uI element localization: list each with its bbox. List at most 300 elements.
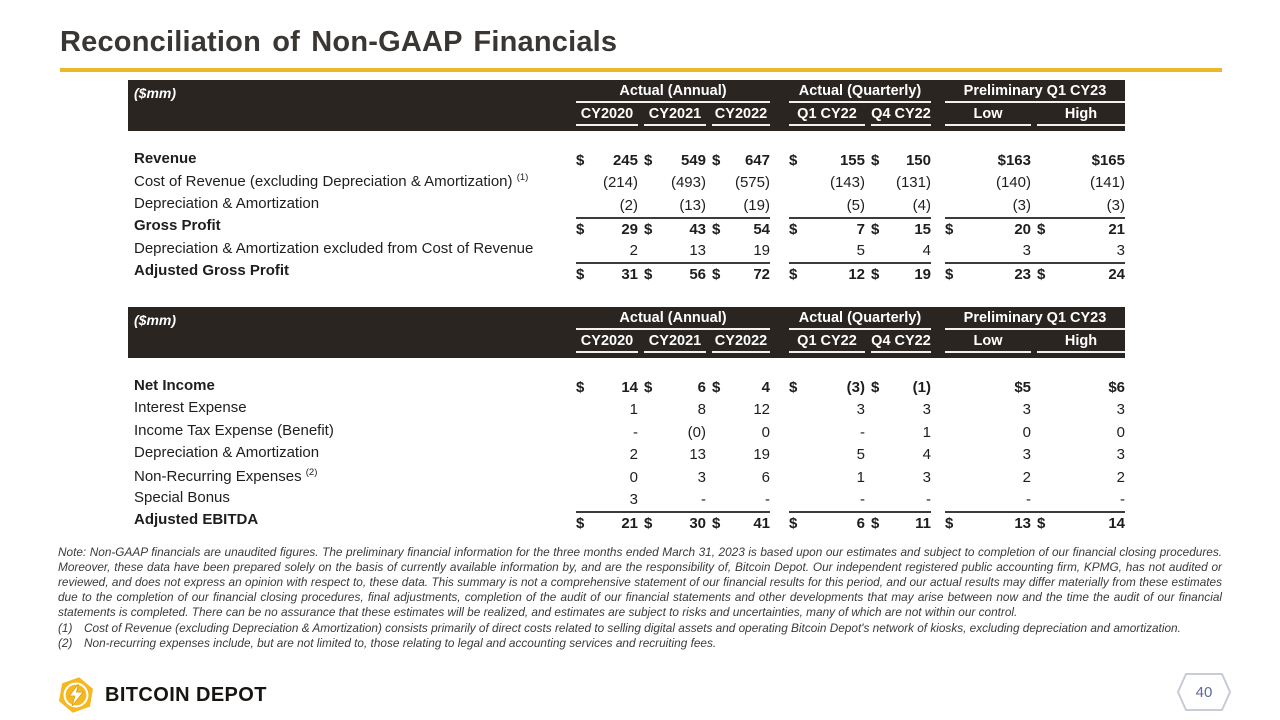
- value-cell: [789, 264, 865, 283]
- column-header: Q1 CY22: [789, 333, 865, 353]
- cell-value: 2: [1116, 468, 1125, 486]
- value-cell: [712, 467, 770, 486]
- cell-value: $5: [1014, 379, 1031, 396]
- cell-value: 3: [922, 401, 931, 419]
- cell-value: -: [1026, 490, 1031, 508]
- value-group: [945, 489, 1125, 511]
- value-cell: [789, 467, 865, 486]
- value-group: [789, 172, 931, 194]
- dollar-sign: $: [945, 221, 954, 239]
- cell-value: 2: [629, 446, 638, 464]
- dollar-sign: $: [644, 221, 653, 239]
- value-cell: [871, 444, 931, 463]
- column-group-label: Preliminary Q1 CY23: [945, 83, 1125, 103]
- cell-value: 11: [915, 515, 931, 533]
- value-cell: [644, 422, 706, 441]
- table-row: [128, 467, 1125, 489]
- column-group-label: Actual (Annual): [576, 310, 770, 330]
- dollar-sign: $: [789, 379, 798, 396]
- cell-value: 20: [1014, 221, 1031, 239]
- table-header: [128, 307, 1125, 358]
- cell-value: (4): [912, 196, 931, 214]
- cell-value: 23: [1014, 265, 1031, 283]
- column-header: CY2022: [712, 106, 770, 126]
- unit-label: ($mm): [134, 312, 177, 328]
- value-group: [789, 217, 931, 239]
- table-row: [128, 240, 1125, 262]
- row-label: Net Income: [134, 377, 215, 394]
- value-cell: [871, 489, 931, 508]
- cell-value: 21: [621, 515, 638, 533]
- value-group: [945, 172, 1125, 194]
- value-group: [576, 195, 770, 217]
- cell-value: -: [860, 423, 865, 441]
- dollar-sign: $: [576, 221, 585, 239]
- row-label: Depreciation & Amortization: [134, 194, 320, 212]
- value-cell: [871, 377, 931, 396]
- cell-value: (1): [912, 379, 931, 396]
- table-header-column-row: [128, 103, 1125, 126]
- value-cell: [871, 195, 931, 214]
- value-cell: [1037, 489, 1125, 508]
- value-group: [789, 444, 931, 466]
- page-number: 40: [1195, 683, 1213, 701]
- cell-value: 24: [1108, 265, 1125, 283]
- dollar-sign: $: [789, 152, 798, 169]
- value-cell: [576, 467, 638, 486]
- column-header: Q1 CY22: [789, 106, 865, 126]
- value-group: [576, 489, 770, 511]
- table-row: [128, 511, 1125, 533]
- gross-profit-reconciliation-table: [128, 80, 1125, 284]
- row-label: Income Tax Expense (Benefit): [134, 421, 334, 439]
- cell-value: 150: [905, 152, 931, 169]
- cell-value: 19: [914, 265, 931, 283]
- value-cell: [871, 240, 931, 259]
- value-cell: [789, 219, 865, 238]
- column-header: Q4 CY22: [871, 106, 931, 126]
- value-cell: [712, 399, 770, 418]
- cell-value: 155: [839, 152, 865, 169]
- value-group: [576, 377, 770, 399]
- value-cell: [712, 513, 770, 532]
- disclaimer-note: Note: Non-GAAP financials are unaudited figures. The preliminary financial information for the three months ended March 31, 2023 is based upon our estimates and subject to completion of our financial closing procedures. Moreover, these data have been prepared solely on the basis of currently available information by, and are the responsibility of, Bitcoin Depot. Our independent registered public accounting firm, KPMG, has not audited or reviewed, and does not express an opinion with respect to, these data. This summary is not a comprehensive statement of our financial results for this period, and our actual results may differ materially from these estimates due to the completion of our financial closing procedures, final adjustments, completion of the audit of our financial statements and other developments that may arise between now and the time the audit of our financial statements is completed. There can be no assurance that these estimates will be realized, and estimates are subject to risks and uncertainties, many of which are not within our control.: [58, 545, 1222, 619]
- cell-value: 3: [697, 468, 706, 486]
- column-header: CY2022: [712, 333, 770, 353]
- cell-value: (575): [734, 174, 770, 192]
- dollar-sign: $: [644, 379, 653, 396]
- column-header-group: [576, 330, 770, 353]
- value-cell: [644, 264, 706, 283]
- value-cell: [945, 489, 1031, 508]
- table-row: [128, 399, 1125, 421]
- dollar-sign: $: [871, 265, 880, 283]
- cell-value: 1: [856, 468, 865, 486]
- value-cell: [644, 172, 706, 191]
- value-cell: [644, 399, 706, 418]
- cell-value: (143): [829, 174, 865, 192]
- column-header: High: [1037, 333, 1125, 353]
- value-group: [576, 262, 770, 284]
- dollar-sign: $: [945, 515, 954, 533]
- value-cell: [789, 240, 865, 259]
- row-label: Interest Expense: [134, 399, 247, 417]
- cell-value: 245: [612, 152, 638, 169]
- cell-value: 4: [922, 241, 931, 259]
- value-cell: [644, 377, 706, 396]
- row-label: Adjusted Gross Profit: [134, 261, 290, 279]
- cell-value: 3: [1022, 446, 1031, 464]
- cell-value: 3: [856, 401, 865, 419]
- cell-value: $165: [1091, 152, 1125, 169]
- value-cell: [712, 422, 770, 441]
- column-group-header: [789, 83, 931, 103]
- value-group: [576, 240, 770, 262]
- cell-value: 3: [629, 490, 638, 508]
- value-cell: [644, 150, 706, 169]
- value-cell: [712, 489, 770, 508]
- value-cell: [789, 399, 865, 418]
- value-cell: [871, 172, 931, 191]
- value-cell: [712, 219, 770, 238]
- value-cell: [576, 172, 638, 191]
- cell-value: (5): [846, 196, 865, 214]
- value-cell: [1037, 444, 1125, 463]
- row-label: Revenue: [134, 150, 197, 167]
- value-cell: [576, 264, 638, 283]
- dollar-sign: $: [644, 515, 653, 533]
- dollar-sign: $: [712, 221, 721, 239]
- table-row: [128, 217, 1125, 239]
- value-cell: [1037, 467, 1125, 486]
- cell-value: 3: [1022, 401, 1031, 419]
- row-label: Cost of Revenue (excluding Depreciation & Amortization) $^{(1)}$: [134, 172, 529, 191]
- table-row: [128, 150, 1125, 172]
- value-group: [789, 377, 931, 399]
- value-group: [945, 511, 1125, 533]
- page-number-badge: [1176, 672, 1232, 712]
- dollar-sign: $: [576, 515, 585, 533]
- value-cell: [871, 219, 931, 238]
- cell-value: $163: [997, 152, 1031, 169]
- dollar-sign: $: [945, 265, 954, 283]
- value-group: [789, 511, 931, 533]
- value-group: [576, 467, 770, 489]
- value-cell: [644, 240, 706, 259]
- row-label: Adjusted EBITDA: [134, 511, 259, 529]
- footnote-2: [58, 636, 1222, 651]
- cell-value: -: [633, 423, 638, 441]
- table-row: [128, 422, 1125, 444]
- value-cell: [789, 150, 865, 169]
- value-cell: [945, 513, 1031, 532]
- value-group: [576, 399, 770, 421]
- value-group: [576, 217, 770, 239]
- value-cell: [1037, 195, 1125, 214]
- value-cell: [945, 150, 1031, 169]
- table-header-group-row: [128, 310, 1125, 330]
- value-cell: [789, 422, 865, 441]
- value-cell: [789, 195, 865, 214]
- value-cell: [1037, 377, 1125, 396]
- column-header: Low: [945, 106, 1031, 126]
- brand-logo: [57, 676, 267, 714]
- value-group: [789, 262, 931, 284]
- value-cell: [1037, 240, 1125, 259]
- cell-value: 647: [744, 152, 770, 169]
- value-cell: [712, 240, 770, 259]
- value-cell: [712, 172, 770, 191]
- dollar-sign: $: [712, 265, 721, 283]
- dollar-sign: $: [871, 515, 880, 533]
- cell-value: 0: [1022, 423, 1031, 441]
- cell-value: 12: [848, 265, 865, 283]
- value-cell: [644, 444, 706, 463]
- cell-value: 2: [1022, 468, 1031, 486]
- table-body: [128, 377, 1125, 534]
- cell-value: 3: [922, 468, 931, 486]
- cell-value: 549: [680, 152, 706, 169]
- value-group: [789, 150, 931, 172]
- column-group-header: [945, 310, 1125, 330]
- cell-value: (0): [687, 423, 706, 441]
- value-cell: [1037, 399, 1125, 418]
- footnote-ref: (1): [516, 172, 529, 184]
- value-group: [945, 240, 1125, 262]
- column-header: CY2020: [576, 106, 638, 126]
- cell-value: 13: [1014, 515, 1031, 533]
- value-cell: [871, 467, 931, 486]
- cell-value: 7: [856, 221, 865, 239]
- unit-label: ($mm): [134, 85, 177, 101]
- table-row: [128, 172, 1125, 194]
- column-header: Q4 CY22: [871, 333, 931, 353]
- column-header-group: [945, 103, 1125, 126]
- cell-value: 12: [753, 401, 770, 419]
- value-cell: [712, 444, 770, 463]
- value-cell: [576, 219, 638, 238]
- cell-value: 13: [689, 241, 706, 259]
- value-cell: [576, 399, 638, 418]
- dollar-sign: $: [712, 515, 721, 533]
- value-group: [945, 422, 1125, 444]
- footnote-1: [58, 621, 1222, 636]
- column-group-label: Actual (Quarterly): [789, 310, 931, 330]
- page-title: Reconciliation of Non-GAAP Financials: [60, 26, 618, 58]
- dollar-sign: $: [789, 265, 798, 283]
- cell-value: 0: [629, 468, 638, 486]
- cell-value: 3: [1116, 241, 1125, 259]
- cell-value: 4: [922, 446, 931, 464]
- column-group-header: [945, 83, 1125, 103]
- value-group: [789, 399, 931, 421]
- cell-value: (3): [846, 379, 865, 396]
- column-group-label: Actual (Quarterly): [789, 83, 931, 103]
- table-body: [128, 150, 1125, 284]
- brand-name: BITCOIN DEPOT: [105, 683, 267, 706]
- dollar-sign: $: [712, 379, 721, 396]
- value-cell: [871, 513, 931, 532]
- dollar-sign: $: [871, 379, 880, 396]
- cell-value: (493): [670, 174, 706, 192]
- value-group: [945, 444, 1125, 466]
- value-cell: [1037, 219, 1125, 238]
- row-label: Non-Recurring Expenses $^{(2)}$: [134, 466, 318, 485]
- cell-value: 6: [856, 515, 865, 533]
- cell-value: 41: [753, 515, 770, 533]
- value-group: [789, 489, 931, 511]
- value-cell: [789, 444, 865, 463]
- value-cell: [576, 150, 638, 169]
- value-cell: [945, 467, 1031, 486]
- title-accent-rule: [60, 68, 1222, 72]
- cell-value: -: [701, 490, 706, 508]
- cell-value: -: [1120, 490, 1125, 508]
- table-row: [128, 262, 1125, 284]
- cell-value: 29: [621, 221, 638, 239]
- value-cell: [945, 444, 1031, 463]
- row-label: Depreciation & Amortization: [134, 444, 320, 462]
- cell-value: (141): [1089, 174, 1125, 192]
- column-group-header: [576, 310, 770, 330]
- dollar-sign: $: [644, 152, 653, 169]
- adjusted-ebitda-reconciliation-table: [128, 307, 1125, 534]
- cell-value: 14: [1108, 515, 1125, 533]
- cell-value: (2): [619, 196, 638, 214]
- cell-value: 13: [689, 446, 706, 464]
- dollar-sign: $: [712, 152, 721, 169]
- value-cell: [576, 513, 638, 532]
- cell-value: (140): [995, 174, 1031, 192]
- value-cell: [1037, 513, 1125, 532]
- value-group: [945, 467, 1125, 489]
- footnote-2-text: Non-recurring expenses include, but are not limited to, those relating to legal and accounting services and recruiting fees.: [84, 636, 717, 651]
- value-cell: [712, 150, 770, 169]
- column-header-group: [789, 103, 931, 126]
- table-header-group-row: [128, 83, 1125, 103]
- value-cell: [576, 422, 638, 441]
- dollar-sign: $: [789, 515, 798, 533]
- value-cell: [789, 513, 865, 532]
- cell-value: 21: [1108, 221, 1125, 239]
- dollar-sign: $: [1037, 515, 1046, 533]
- value-group: [945, 195, 1125, 217]
- dollar-sign: $: [871, 221, 880, 239]
- dollar-sign: $: [871, 152, 880, 169]
- value-cell: [789, 489, 865, 508]
- footnote-ref: (2): [305, 466, 318, 478]
- column-header: CY2021: [644, 333, 706, 353]
- value-cell: [871, 150, 931, 169]
- dollar-sign: $: [576, 152, 585, 169]
- value-cell: [644, 467, 706, 486]
- cell-value: (214): [602, 174, 638, 192]
- cell-value: 72: [753, 265, 770, 283]
- footnote-1-text: Cost of Revenue (excluding Depreciation & Amortization) consists primarily of direct costs related to selling digital assets and operating Bitcoin Depot's network of kiosks, excluding depreciation and amortization.: [84, 620, 1181, 635]
- column-group-header: [789, 310, 931, 330]
- value-cell: [1037, 264, 1125, 283]
- cell-value: 56: [689, 265, 706, 283]
- column-group-label: Actual (Annual): [576, 83, 770, 103]
- footnote-2-number: (2): [58, 636, 73, 651]
- value-cell: [945, 377, 1031, 396]
- cell-value: 6: [761, 468, 770, 486]
- cell-value: 3: [1116, 401, 1125, 419]
- value-cell: [945, 219, 1031, 238]
- value-group: [576, 511, 770, 533]
- value-cell: [576, 444, 638, 463]
- table-row: [128, 489, 1125, 511]
- dollar-sign: $: [644, 265, 653, 283]
- value-cell: [644, 513, 706, 532]
- value-cell: [789, 172, 865, 191]
- cell-value: -: [926, 490, 931, 508]
- row-label: Depreciation & Amortization excluded from Cost of Revenue: [134, 239, 534, 257]
- column-group-header: [576, 83, 770, 103]
- cell-value: -: [765, 490, 770, 508]
- value-cell: [871, 422, 931, 441]
- cell-value: 1: [922, 423, 931, 441]
- value-cell: [1037, 422, 1125, 441]
- cell-value: 14: [621, 379, 638, 396]
- value-cell: [576, 377, 638, 396]
- column-header: Low: [945, 333, 1031, 353]
- cell-value: 15: [914, 221, 931, 239]
- value-group: [945, 150, 1125, 172]
- cell-value: 3: [1022, 241, 1031, 259]
- cell-value: $6: [1108, 379, 1125, 396]
- column-header-group: [789, 330, 931, 353]
- value-group: [576, 150, 770, 172]
- cell-value: 4: [761, 379, 770, 396]
- value-group: [789, 467, 931, 489]
- cell-value: (19): [743, 196, 770, 214]
- value-cell: [789, 377, 865, 396]
- cell-value: 30: [689, 515, 706, 533]
- table-row: [128, 444, 1125, 466]
- cell-value: (3): [1012, 196, 1031, 214]
- column-header: CY2021: [644, 106, 706, 126]
- value-cell: [644, 195, 706, 214]
- table-row: [128, 377, 1125, 399]
- value-cell: [576, 489, 638, 508]
- cell-value: 0: [761, 423, 770, 441]
- row-label: Special Bonus: [134, 488, 230, 506]
- value-cell: [945, 240, 1031, 259]
- dollar-sign: $: [1037, 221, 1046, 239]
- cell-value: 1: [629, 401, 638, 419]
- value-cell: [644, 489, 706, 508]
- cell-value: 5: [856, 241, 865, 259]
- value-cell: [576, 195, 638, 214]
- value-group: [576, 172, 770, 194]
- table-row: [128, 195, 1125, 217]
- row-label: Gross Profit: [134, 217, 221, 235]
- column-group-label: Preliminary Q1 CY23: [945, 310, 1125, 330]
- column-header: High: [1037, 106, 1125, 126]
- cell-value: 8: [697, 401, 706, 419]
- cell-value: 5: [856, 446, 865, 464]
- value-cell: [712, 195, 770, 214]
- table-header-column-row: [128, 330, 1125, 353]
- value-cell: [712, 264, 770, 283]
- column-header: CY2020: [576, 333, 638, 353]
- value-cell: [871, 264, 931, 283]
- cell-value: 0: [1116, 423, 1125, 441]
- cell-value: 43: [689, 221, 706, 239]
- value-cell: [945, 172, 1031, 191]
- cell-value: 3: [1116, 446, 1125, 464]
